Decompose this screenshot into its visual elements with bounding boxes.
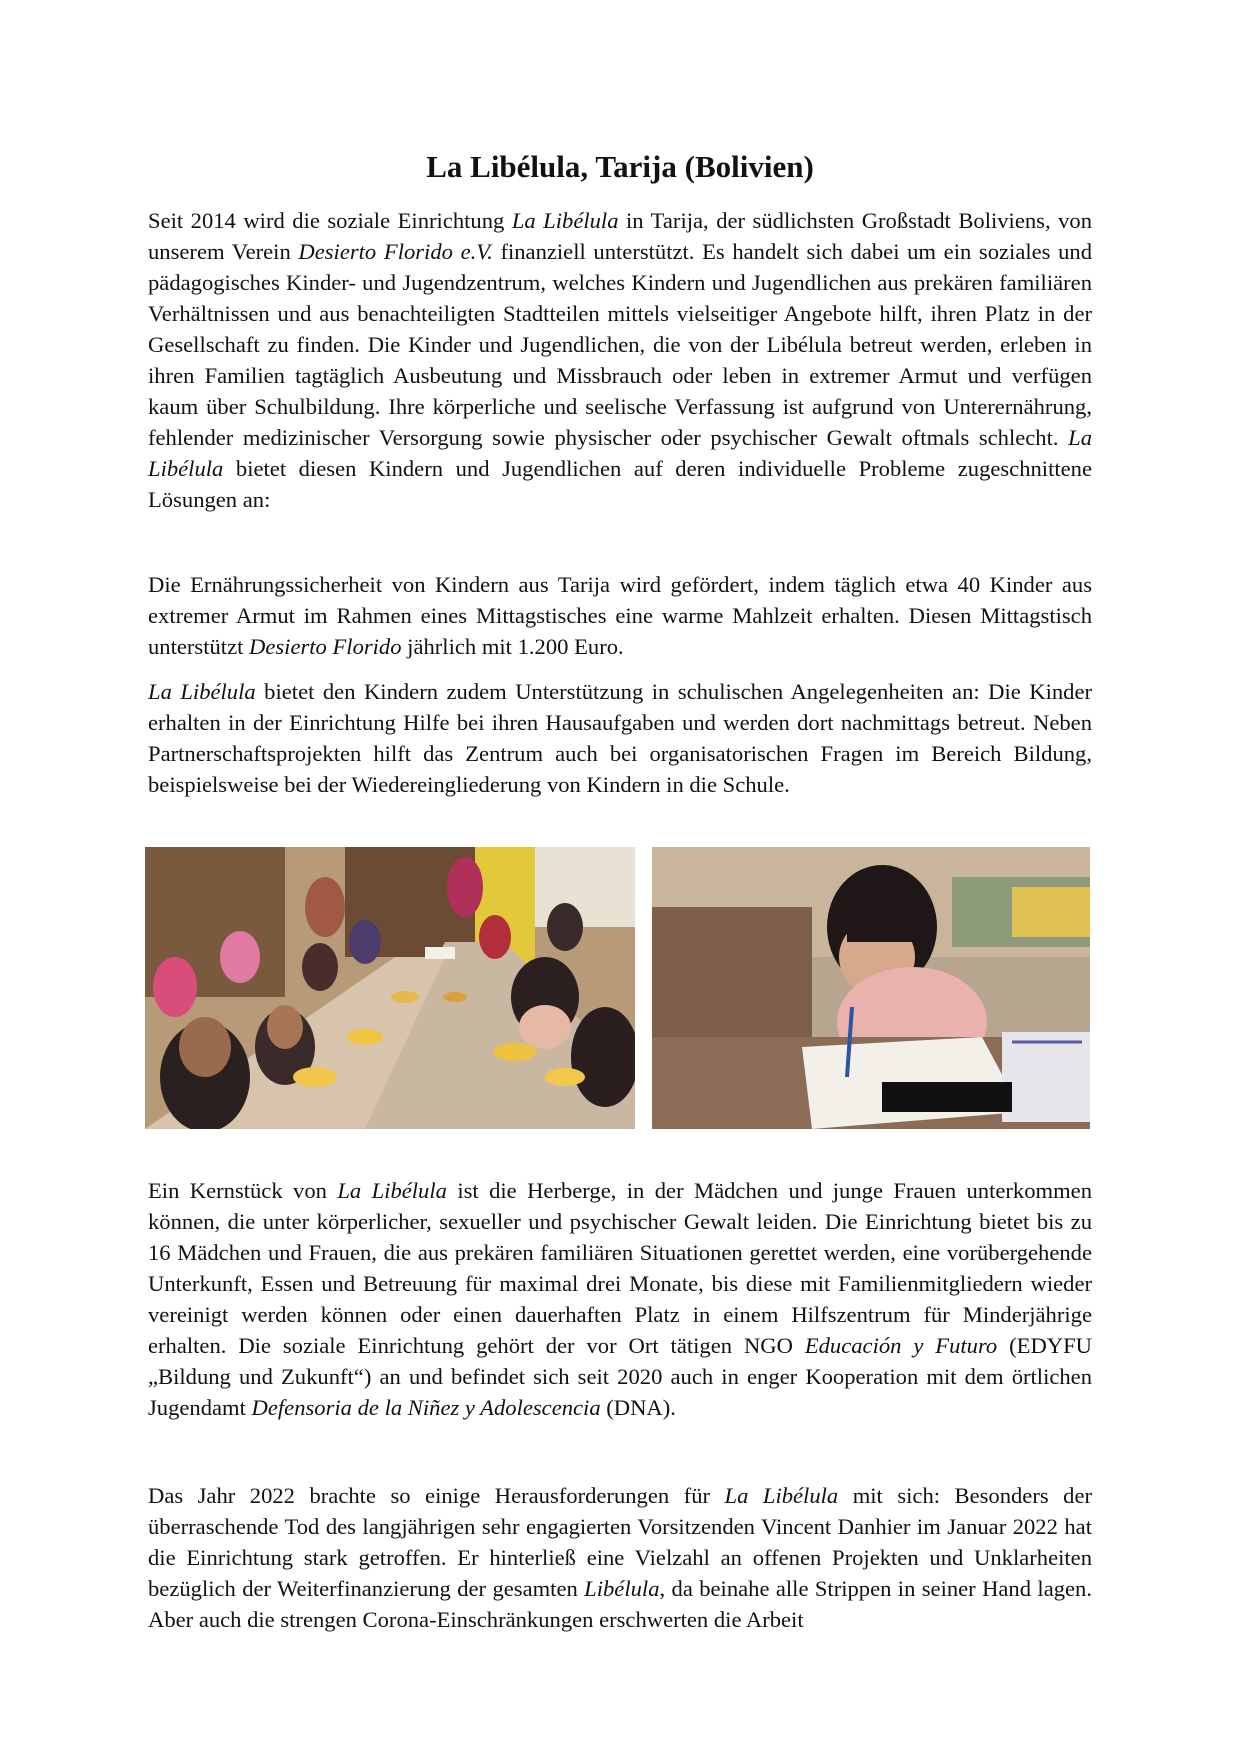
italic-text: Defensoria de la Niñez y Adolescencia — [251, 1395, 601, 1420]
italic-text: Libélula — [584, 1576, 660, 1601]
text-run: bietet den Kindern zudem Unterstützung in schulischen Angelegenheiten an: Die Kinder erhalten in der Einrichtung Hilfe bei ihren Hausaufgaben und werden dort nachmittags betreut. Neben Partnerschaftsprojekten hilft das Zentrum auch bei organisatorischen Fragen im Bereich Bildung, beispielsweise bei der Wiedereingliederung von Kindern in die Schule. — [148, 679, 1093, 797]
text-run: ist die Herberge, in der Mädchen und junge Frauen unterkommen können, die unter körperlicher, sexueller und psychischer Gewalt leiden. Die Einrichtung bietet bis zu 16 Mädchen und Frauen, die aus prekären familiären Situationen gerettet werden, eine vorübergehende Unterkunft, Essen und Betreuung für maximal drei Monate, bis diese mit Familienmitgliedern wieder vereinigt werden können oder einen dauerhaften Platz in einem Hilfszentrum für Minderjährige erhalten. Die soziale Einrichtung gehört der vor Ort tätigen NGO — [148, 1178, 1093, 1358]
page-title: La Libélula, Tarija (Bolivien) — [426, 149, 814, 184]
text-run: mit sich: Besonders der überraschende Tod des langjährigen sehr engagierten Vorsitzenden Vincent Danhier im Januar 2022 hat die Einrichtung stark getroffen. Er hinterließ eine Vielzahl an offenen Projekten und Unklarheiten bezüglich der Weiterfinanzierung der gesamten — [148, 1483, 1092, 1601]
text-run: (DNA). — [600, 1395, 676, 1420]
photo-girl-drawing — [652, 847, 1090, 1129]
italic-text: La Libélula — [148, 679, 256, 704]
italic-text: Educación y Futuro — [804, 1333, 998, 1358]
text-run: finanziell unterstützt. Es handelt sich dabei um ein soziales und pädagogisches Kinder- und Jugendzentrum, welches Kindern und Jugendlichen aus prekären familiären Verhältnissen und aus benachteiligten Stadtteilen mittels vielseitiger Angebote hilft, ihren Platz in der Gesellschaft zu finden. Die Kinder und Jugendlichen, die von der Libélula betreut werden, erleben in ihren Familien tagtäglich Ausbeutung und Missbrauch oder leben in extremer Armut und verfügen kaum über Schulbildung. Ihre körperliche und seelische Verfassung ist aufgrund von Unterernährung, fehlender medizinischer Versorgung sowie physischer oder psychischer Gewalt oftmals schlecht. — [148, 239, 1092, 450]
paragraph-shelter — [148, 1175, 1092, 1423]
paragraph-intro — [148, 205, 1092, 515]
text-run: Ein Kernstück von — [148, 1178, 338, 1203]
text-run: Seit 2014 wird die soziale Einrichtung — [148, 208, 512, 233]
text-run: Das Jahr 2022 brachte so einige Herausforderungen für — [148, 1483, 725, 1508]
photo-children-eating — [145, 847, 635, 1129]
text-run: jährlich mit 1.200 Euro. — [401, 634, 624, 659]
text-run: (EDYFU „Bildung und Zukunft“) an und befindet sich seit 2020 auch in enger Kooperation mit dem örtlichen Jugendamt — [148, 1333, 1092, 1420]
italic-text: Desierto Florido — [249, 634, 402, 659]
italic-text: La Libélula — [511, 208, 619, 233]
italic-text: La Libélula — [724, 1483, 839, 1508]
paragraph-school-support — [148, 676, 1092, 800]
text-run: in Tarija, der südlichsten Großstadt Boliviens, von unserem Verein — [148, 208, 1092, 264]
paragraph-year-2022 — [148, 1480, 1092, 1635]
paragraph-lunch — [148, 569, 1092, 662]
text-run: bietet diesen Kindern und Jugendlichen auf deren individuelle Probleme zugeschnittene Lösungen an: — [148, 456, 1092, 512]
italic-text: La Libélula — [337, 1178, 447, 1203]
text-run: , da beinahe alle Strippen in seiner Hand lagen. Aber auch die strengen Corona-Einschränkungen erschwerten die Arbeit — [148, 1576, 1092, 1632]
italic-text: La Libélula — [148, 425, 1092, 481]
italic-text: Desierto Florido e.V. — [298, 239, 493, 264]
text-run: Die Ernährungssicherheit von Kindern aus Tarija wird gefördert, indem täglich etwa 40 Kinder aus extremer Armut im Rahmen eines Mittagstisches eine warme Mahlzeit erhalten. Diesen Mittagstisch unterstützt — [148, 572, 1092, 659]
